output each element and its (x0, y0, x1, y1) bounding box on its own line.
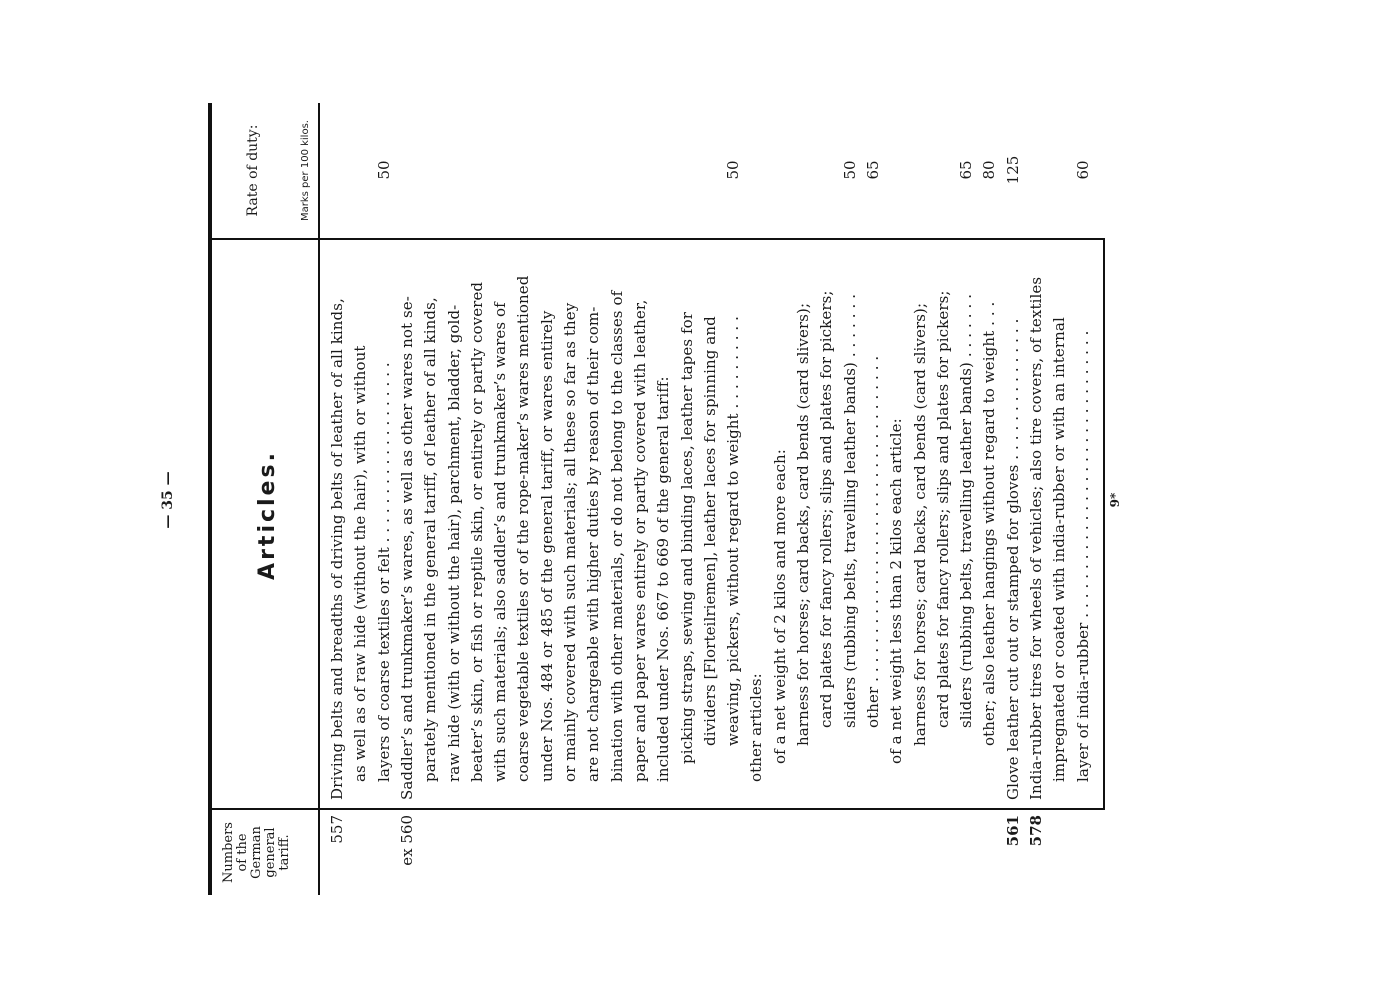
article-text: card plates for fancy rollers; slips and plates for pickers; (933, 290, 952, 728)
signature-mark: 9* (1108, 492, 1122, 508)
digitization-note (1372, 8, 1383, 408)
article-text: with such materials; also saddler’s and trunkmaker’s wares of (491, 302, 510, 782)
article-text: harness for horses; card backs, card bends (card slivers); (910, 302, 929, 746)
rate-value: 65 (957, 160, 976, 180)
article-text: Saddler’s and trunkmaker’s wares, as well as other wares not se- (397, 296, 416, 800)
rate-value: 50 (840, 160, 859, 180)
rate-value: 50 (724, 160, 743, 180)
rate-value: 60 (1073, 160, 1092, 180)
article-text: of a net weight of 2 kilos and more each: (770, 449, 789, 764)
article-text: layers of coarse textiles or felt . . . . . . . . . . . . . . . . . . . (374, 362, 393, 782)
article-text: Driving belts and breadths of driving belts of leather of all kinds, (328, 298, 346, 800)
article-text: India-rubber tires for wheels of vehicles; also tire covers, of textiles (1027, 276, 1045, 800)
article-text: dividers [Florteilriemen], leather laces for spinning and (700, 316, 719, 746)
tariff-number: 578 (1027, 815, 1045, 847)
article-text: of a net weight less than 2 kilos each article: (887, 418, 906, 764)
article-text: weaving, pickers, without regard to weight . . . . . . . . . . (724, 315, 743, 746)
article-text: impregnated or coated with india-rubber or with an internal (1050, 317, 1069, 782)
numbers-header-line: Numbers (221, 822, 236, 883)
article-text: raw hide (with or without the hair), parchment, bladder, gold- (444, 304, 463, 782)
column-divider-numbers (210, 808, 1105, 810)
numbers-header-line: general (263, 827, 278, 878)
rate-value: 50 (374, 160, 393, 180)
tariff-number: ex 560 (397, 815, 416, 866)
rate-value: 125 (1003, 155, 1022, 185)
article-text: card plates for fancy rollers; slips and plates for pickers; (817, 290, 836, 728)
article-text: picking straps, sewing and binding laces, leather tapes for (677, 311, 696, 764)
article-text: as well as of raw hide (without the hair), with or without (351, 345, 370, 782)
article-text: coarse vegetable textiles or of the rope-maker’s wares mentioned (514, 275, 533, 782)
article-text: sliders (rubbing belts, travelling leather bands) . . . . . . . (840, 293, 859, 728)
article-text: layer of india-rubber . . . . . . . . . . . . . . . . . . . . . . . . . . . . . . (1073, 330, 1092, 782)
article-text: or mainly covered with such materials; all these so far as they (561, 302, 579, 782)
rate-value: 65 (863, 160, 882, 180)
rate-header: Rate of duty: (245, 124, 261, 217)
article-text: parately mentioned in the general tariff, of leather of all kinds, (421, 297, 440, 782)
tariff-number: 557 (328, 815, 346, 844)
article-text: included under Nos. 667 to 669 of the general tariff: (654, 376, 673, 782)
article-text: other . . . . . . . . . . . . . . . . . . . . . . . . . . . . . . . . . . (863, 355, 882, 728)
top-rule (208, 103, 212, 895)
article-text: beater’s skin, or fish or reptile skin, or entirely or partly covered (467, 281, 486, 782)
rate-value: 80 (980, 160, 999, 180)
article-text: under Nos. 484 or 485 of the general tariff, or wares entirely (537, 310, 556, 782)
column-divider-rate (210, 238, 1105, 240)
header-bottom-rule (318, 103, 320, 895)
numbers-header (222, 810, 292, 895)
article-text: harness for horses; card backs, card bends (card slivers); (794, 302, 812, 746)
bottom-rule (1103, 240, 1105, 810)
article-text: Glove leather cut out or stamped for gloves . . . . . . . . . . . . . . . (1003, 318, 1022, 800)
article-text: are not chargeable with higher duties by reason of their com- (584, 306, 603, 782)
article-text: paper and paper wares entirely or partly covered with leather, (630, 299, 649, 782)
article-text: other articles: (747, 673, 766, 782)
articles-header: Articles. (255, 450, 280, 580)
numbers-header-line: German (249, 826, 264, 879)
article-text: bination with other materials, or do not belong to the classes of (607, 290, 626, 782)
numbers-header-line: of the (235, 833, 250, 872)
numbers-header-line: tariff. (277, 834, 292, 871)
article-text: sliders (rubbing belts, travelling leather bands) . . . . . . . (957, 293, 976, 728)
rate-units-header: Marks per 100 kilos. (300, 120, 311, 221)
article-text: other; also leather hangings without regard to weight . . . (980, 301, 999, 746)
page-number: — 35 — (160, 471, 176, 529)
tariff-number: 561 (1003, 815, 1022, 847)
